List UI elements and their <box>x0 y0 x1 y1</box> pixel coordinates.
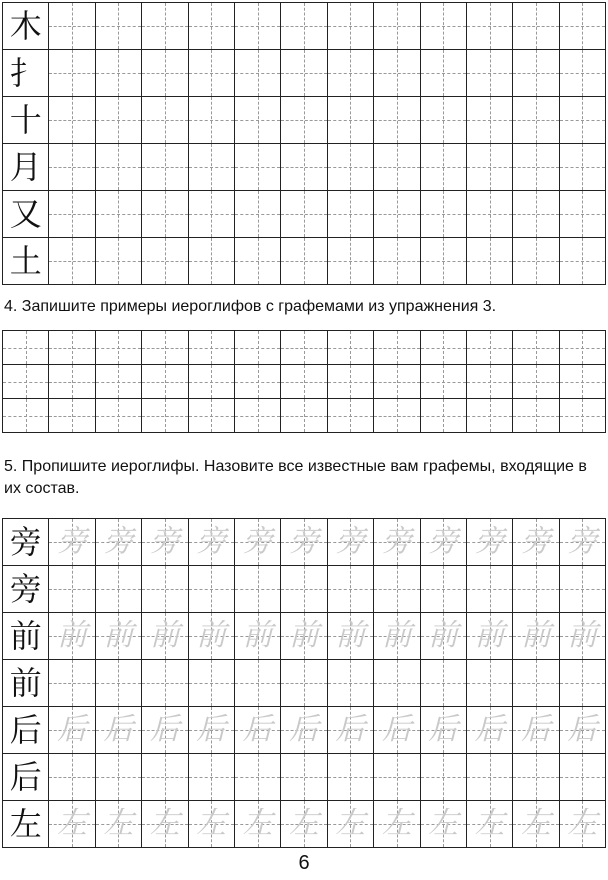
trace-character: 前 <box>57 618 88 653</box>
practice-cell[interactable] <box>96 801 142 848</box>
practice-cell[interactable] <box>49 144 95 191</box>
trace-character: 前 <box>381 618 412 653</box>
trace-character: 左 <box>520 806 551 841</box>
practice-cell[interactable] <box>421 399 467 433</box>
practice-cell[interactable] <box>49 566 95 613</box>
practice-cell[interactable] <box>374 519 420 566</box>
practice-cell[interactable] <box>189 754 235 801</box>
practice-cell[interactable] <box>421 365 467 399</box>
practice-cell[interactable] <box>467 50 513 97</box>
practice-cell[interactable] <box>467 3 513 50</box>
practice-cell[interactable] <box>513 613 559 660</box>
practice-cell[interactable] <box>3 801 49 848</box>
practice-cell[interactable] <box>467 801 513 848</box>
trace-character: 前 <box>196 618 227 653</box>
trace-character: 旁 <box>289 524 320 559</box>
trace-character: 左 <box>196 806 227 841</box>
practice-cell[interactable] <box>374 238 420 285</box>
practice-cell[interactable] <box>374 566 420 613</box>
practice-cell[interactable] <box>281 801 327 848</box>
trace-character: 后 <box>474 712 505 747</box>
practice-cell[interactable] <box>3 613 49 660</box>
practice-cell[interactable] <box>3 754 49 801</box>
practice-cell[interactable] <box>421 566 467 613</box>
practice-cell[interactable] <box>49 707 95 754</box>
trace-character: 前 <box>567 618 598 653</box>
practice-cell[interactable] <box>96 191 142 238</box>
practice-cell[interactable] <box>235 707 281 754</box>
practice-cell[interactable] <box>3 365 49 399</box>
trace-character: 左 <box>242 806 273 841</box>
practice-cell[interactable] <box>467 754 513 801</box>
practice-cell[interactable] <box>467 566 513 613</box>
practice-cell[interactable] <box>467 191 513 238</box>
practice-cell[interactable] <box>142 144 188 191</box>
practice-cell[interactable] <box>328 3 374 50</box>
practice-cell[interactable] <box>3 566 49 613</box>
practice-cell[interactable] <box>235 144 281 191</box>
practice-cell[interactable] <box>513 3 559 50</box>
practice-cell[interactable] <box>513 754 559 801</box>
exercise-4-heading: 4. Запишите примеры иероглифов с графемами из упражнения 3. <box>4 298 497 315</box>
practice-cell[interactable] <box>328 331 374 365</box>
practice-cell[interactable] <box>281 3 327 50</box>
practice-cell[interactable] <box>189 365 235 399</box>
trace-character: 旁 <box>103 524 134 559</box>
practice-cell[interactable] <box>189 707 235 754</box>
trace-character: 前 <box>149 618 180 653</box>
practice-cell[interactable] <box>189 191 235 238</box>
practice-cell[interactable] <box>328 144 374 191</box>
practice-cell[interactable] <box>328 613 374 660</box>
practice-cell[interactable] <box>328 801 374 848</box>
practice-cell[interactable] <box>421 97 467 144</box>
practice-cell[interactable] <box>560 238 606 285</box>
practice-cell[interactable] <box>374 50 420 97</box>
practice-cell[interactable] <box>189 331 235 365</box>
model-character: 旁 <box>9 523 42 561</box>
practice-cell[interactable] <box>235 754 281 801</box>
trace-character: 左 <box>149 806 180 841</box>
trace-character: 旁 <box>520 524 551 559</box>
practice-cell[interactable] <box>3 238 49 285</box>
practice-cell[interactable] <box>96 97 142 144</box>
practice-cell[interactable] <box>328 365 374 399</box>
practice-cell[interactable] <box>235 801 281 848</box>
practice-cell[interactable] <box>421 613 467 660</box>
practice-cell[interactable] <box>3 191 49 238</box>
practice-cell[interactable] <box>142 191 188 238</box>
trace-character: 旁 <box>335 524 366 559</box>
practice-cell[interactable] <box>142 97 188 144</box>
practice-cell[interactable] <box>560 613 606 660</box>
practice-cell[interactable] <box>142 707 188 754</box>
practice-cell[interactable] <box>560 519 606 566</box>
practice-cell[interactable] <box>467 365 513 399</box>
practice-cell[interactable] <box>513 365 559 399</box>
practice-cell[interactable] <box>513 238 559 285</box>
practice-cell[interactable] <box>49 50 95 97</box>
practice-cell[interactable] <box>142 660 188 707</box>
trace-character: 旁 <box>149 524 180 559</box>
trace-character: 后 <box>196 712 227 747</box>
practice-cell[interactable] <box>96 144 142 191</box>
practice-cell[interactable] <box>374 97 420 144</box>
practice-cell[interactable] <box>328 566 374 613</box>
practice-cell[interactable] <box>3 3 49 50</box>
practice-cell[interactable] <box>189 97 235 144</box>
practice-cell[interactable] <box>189 660 235 707</box>
practice-cell[interactable] <box>96 660 142 707</box>
practice-cell[interactable] <box>560 97 606 144</box>
practice-cell[interactable] <box>374 365 420 399</box>
practice-cell[interactable] <box>3 399 49 433</box>
trace-character: 旁 <box>428 524 459 559</box>
trace-character: 左 <box>381 806 412 841</box>
practice-cell[interactable] <box>281 707 327 754</box>
trace-character: 后 <box>242 712 273 747</box>
practice-cell[interactable] <box>189 399 235 433</box>
practice-cell[interactable] <box>49 519 95 566</box>
practice-cell[interactable] <box>560 50 606 97</box>
practice-cell[interactable] <box>374 191 420 238</box>
trace-character: 左 <box>335 806 366 841</box>
practice-cell[interactable] <box>49 238 95 285</box>
model-character: 旁 <box>9 570 42 608</box>
trace-character: 后 <box>428 712 459 747</box>
practice-cell[interactable] <box>49 3 95 50</box>
practice-cell[interactable] <box>328 238 374 285</box>
practice-cell[interactable] <box>96 50 142 97</box>
practice-cell[interactable] <box>421 707 467 754</box>
trace-character: 左 <box>289 806 320 841</box>
page-number: 6 <box>298 852 310 874</box>
practice-cell[interactable] <box>189 519 235 566</box>
practice-cell[interactable] <box>96 519 142 566</box>
practice-cell[interactable] <box>467 399 513 433</box>
practice-cell[interactable] <box>189 3 235 50</box>
practice-cell[interactable] <box>513 519 559 566</box>
exercise-5-heading: 5. Пропишите иероглифы. Назовите все известные вам графемы, входящие в их состав. <box>4 458 587 498</box>
practice-cell[interactable] <box>49 191 95 238</box>
practice-cell[interactable] <box>281 97 327 144</box>
practice-cell[interactable] <box>189 613 235 660</box>
practice-cell[interactable] <box>560 191 606 238</box>
practice-cell[interactable] <box>467 238 513 285</box>
practice-cell[interactable] <box>96 3 142 50</box>
practice-cell[interactable] <box>374 801 420 848</box>
practice-cell[interactable] <box>3 50 49 97</box>
trace-character: 左 <box>57 806 88 841</box>
practice-cell[interactable] <box>421 144 467 191</box>
practice-cell[interactable] <box>560 566 606 613</box>
practice-cell[interactable] <box>142 801 188 848</box>
practice-cell[interactable] <box>189 238 235 285</box>
practice-cell[interactable] <box>467 144 513 191</box>
practice-cell[interactable] <box>467 660 513 707</box>
practice-cell[interactable] <box>374 613 420 660</box>
trace-character: 前 <box>520 618 551 653</box>
model-character: 后 <box>9 758 42 796</box>
practice-cell[interactable] <box>96 707 142 754</box>
practice-cell[interactable] <box>49 97 95 144</box>
practice-cell[interactable] <box>560 399 606 433</box>
practice-cell[interactable] <box>513 660 559 707</box>
trace-character: 左 <box>428 806 459 841</box>
practice-cell[interactable] <box>421 801 467 848</box>
trace-character: 前 <box>335 618 366 653</box>
practice-cell[interactable] <box>560 144 606 191</box>
practice-cell[interactable] <box>421 331 467 365</box>
trace-character: 后 <box>567 712 598 747</box>
practice-cell[interactable] <box>374 707 420 754</box>
practice-cell[interactable] <box>49 801 95 848</box>
practice-cell[interactable] <box>513 707 559 754</box>
practice-cell[interactable] <box>142 50 188 97</box>
practice-cell[interactable] <box>421 660 467 707</box>
practice-cell[interactable] <box>189 144 235 191</box>
practice-cell[interactable] <box>513 191 559 238</box>
practice-cell[interactable] <box>421 754 467 801</box>
trace-character: 左 <box>474 806 505 841</box>
practice-cell[interactable] <box>3 660 49 707</box>
practice-cell[interactable] <box>49 399 95 433</box>
trace-character: 前 <box>428 618 459 653</box>
practice-cell[interactable] <box>235 660 281 707</box>
practice-cell[interactable] <box>235 50 281 97</box>
practice-cell[interactable] <box>142 519 188 566</box>
model-character: 木 <box>9 7 42 45</box>
practice-cell[interactable] <box>374 3 420 50</box>
model-character: 前 <box>9 664 42 702</box>
practice-cell[interactable] <box>96 566 142 613</box>
practice-cell[interactable] <box>235 365 281 399</box>
practice-cell[interactable] <box>328 754 374 801</box>
practice-cell[interactable] <box>421 3 467 50</box>
practice-cell[interactable] <box>421 50 467 97</box>
practice-cell[interactable] <box>3 707 49 754</box>
practice-cell[interactable] <box>3 331 49 365</box>
practice-cell[interactable] <box>235 519 281 566</box>
practice-cell[interactable] <box>374 754 420 801</box>
practice-cell[interactable] <box>96 365 142 399</box>
practice-cell[interactable] <box>421 519 467 566</box>
practice-cell[interactable] <box>513 801 559 848</box>
practice-cell[interactable] <box>281 238 327 285</box>
practice-cell[interactable] <box>49 660 95 707</box>
practice-cell[interactable] <box>49 331 95 365</box>
practice-cell[interactable] <box>142 331 188 365</box>
practice-cell[interactable] <box>235 3 281 50</box>
practice-cell[interactable] <box>189 50 235 97</box>
practice-cell[interactable] <box>328 660 374 707</box>
trace-character: 左 <box>103 806 134 841</box>
practice-cell[interactable] <box>328 50 374 97</box>
practice-cell[interactable] <box>142 399 188 433</box>
practice-cell[interactable] <box>142 566 188 613</box>
practice-grid-graphemes <box>2 2 606 285</box>
practice-cell[interactable] <box>49 613 95 660</box>
trace-character: 后 <box>381 712 412 747</box>
trace-character: 旁 <box>57 524 88 559</box>
practice-cell[interactable] <box>281 399 327 433</box>
practice-cell[interactable] <box>513 144 559 191</box>
trace-character: 旁 <box>474 524 505 559</box>
trace-character: 旁 <box>567 524 598 559</box>
practice-cell[interactable] <box>49 754 95 801</box>
practice-cell[interactable] <box>189 566 235 613</box>
practice-cell[interactable] <box>96 331 142 365</box>
model-character: 十 <box>9 101 42 139</box>
practice-cell[interactable] <box>328 707 374 754</box>
practice-cell[interactable] <box>49 365 95 399</box>
trace-character: 前 <box>289 618 320 653</box>
practice-cell[interactable] <box>467 97 513 144</box>
practice-cell[interactable] <box>374 144 420 191</box>
practice-cell[interactable] <box>235 97 281 144</box>
trace-character: 左 <box>567 806 598 841</box>
trace-character: 前 <box>103 618 134 653</box>
practice-cell[interactable] <box>328 191 374 238</box>
trace-character: 后 <box>335 712 366 747</box>
practice-cell[interactable] <box>281 365 327 399</box>
trace-character: 前 <box>242 618 273 653</box>
practice-cell[interactable] <box>374 399 420 433</box>
trace-character: 后 <box>289 712 320 747</box>
model-character: 月 <box>9 148 42 186</box>
practice-cell[interactable] <box>142 613 188 660</box>
model-character: 又 <box>9 195 42 233</box>
trace-character: 后 <box>57 712 88 747</box>
trace-character: 旁 <box>242 524 273 559</box>
practice-cell[interactable] <box>467 331 513 365</box>
model-character: 前 <box>9 617 42 655</box>
practice-cell[interactable] <box>513 566 559 613</box>
practice-cell[interactable] <box>513 331 559 365</box>
practice-cell[interactable] <box>281 144 327 191</box>
trace-character: 旁 <box>381 524 412 559</box>
practice-cell[interactable] <box>281 50 327 97</box>
practice-cell[interactable] <box>560 707 606 754</box>
practice-cell[interactable] <box>374 331 420 365</box>
model-character: 后 <box>9 711 42 749</box>
practice-cell[interactable] <box>96 754 142 801</box>
practice-cell[interactable] <box>189 801 235 848</box>
practice-cell[interactable] <box>560 3 606 50</box>
practice-cell[interactable] <box>513 399 559 433</box>
practice-cell[interactable] <box>560 801 606 848</box>
trace-character: 旁 <box>196 524 227 559</box>
practice-cell[interactable] <box>235 399 281 433</box>
practice-cell[interactable] <box>513 97 559 144</box>
practice-cell[interactable] <box>281 754 327 801</box>
practice-cell[interactable] <box>3 519 49 566</box>
practice-cell[interactable] <box>142 754 188 801</box>
practice-cell[interactable] <box>467 519 513 566</box>
practice-cell[interactable] <box>281 519 327 566</box>
practice-cell[interactable] <box>281 613 327 660</box>
practice-cell[interactable] <box>281 660 327 707</box>
practice-cell[interactable] <box>560 754 606 801</box>
practice-cell[interactable] <box>281 566 327 613</box>
practice-cell[interactable] <box>560 660 606 707</box>
practice-cell[interactable] <box>421 191 467 238</box>
trace-character: 后 <box>520 712 551 747</box>
practice-cell[interactable] <box>513 50 559 97</box>
trace-character: 前 <box>474 618 505 653</box>
practice-cell[interactable] <box>374 660 420 707</box>
practice-cell[interactable] <box>3 144 49 191</box>
practice-cell[interactable] <box>235 191 281 238</box>
practice-cell[interactable] <box>96 238 142 285</box>
practice-cell[interactable] <box>467 613 513 660</box>
practice-cell[interactable] <box>235 613 281 660</box>
model-character: 扌 <box>9 54 42 92</box>
practice-cell[interactable] <box>235 238 281 285</box>
practice-cell[interactable] <box>281 191 327 238</box>
practice-cell[interactable] <box>3 97 49 144</box>
practice-cell[interactable] <box>235 331 281 365</box>
practice-grid-exercise-4 <box>2 330 606 433</box>
practice-cell[interactable] <box>560 331 606 365</box>
practice-cell[interactable] <box>96 613 142 660</box>
practice-cell[interactable] <box>142 365 188 399</box>
practice-cell[interactable] <box>96 399 142 433</box>
trace-character: 后 <box>103 712 134 747</box>
practice-cell[interactable] <box>467 707 513 754</box>
model-character: 左 <box>9 805 42 843</box>
model-character: 土 <box>9 242 42 280</box>
practice-cell[interactable] <box>235 566 281 613</box>
practice-cell[interactable] <box>560 365 606 399</box>
practice-grid-exercise-5 <box>2 518 606 848</box>
practice-cell[interactable] <box>421 238 467 285</box>
practice-cell[interactable] <box>328 519 374 566</box>
practice-cell[interactable] <box>281 331 327 365</box>
practice-cell[interactable] <box>328 399 374 433</box>
practice-cell[interactable] <box>142 3 188 50</box>
practice-cell[interactable] <box>142 238 188 285</box>
trace-character: 后 <box>149 712 180 747</box>
practice-cell[interactable] <box>328 97 374 144</box>
